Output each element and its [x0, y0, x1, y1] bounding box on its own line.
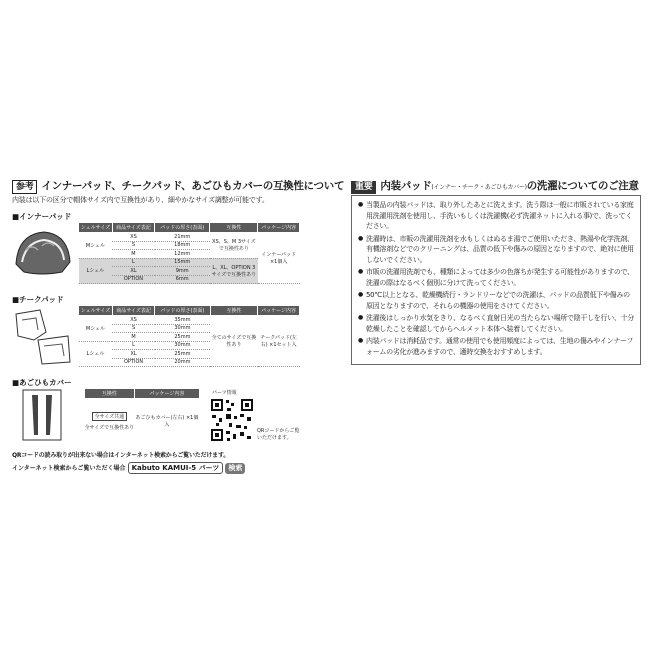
note-item: ● 洗濯後はしっかり水気をきり、なるべく直射日光の当たらない場所で陰干しを行い、十分乾燥したことを確認してからヘルメット本体へ装着してください。 — [358, 313, 636, 334]
washing-notes-box — [351, 195, 641, 365]
search-label: インターネット検索からご覧いただく場合 — [12, 465, 126, 472]
all-size-badge: 全サイズ共通 — [92, 412, 128, 421]
left-section-title: 参考 インナーパッド、チークパッド、あごひもカバーの互換性について — [12, 178, 344, 194]
search-button[interactable]: 検索 — [225, 463, 245, 474]
note-item: ● 市販の洗濯用洗剤でも、種類によっては多少の色落ちが発生する可能性がありますので、洗濯の際はなるべく個別に分けて洗ってください。 — [358, 267, 636, 288]
chin-cover-table: 互換性 パッケージ内容 全サイズ共通 全サイズで互換性あり あごひもカバー(左右) ×1個入 — [84, 388, 200, 443]
cheek-pad-heading: ■チークパッド — [12, 295, 64, 304]
search-row — [12, 462, 245, 474]
cheek-pad-image — [12, 306, 74, 368]
search-query-box[interactable]: Kabuto KAMUI-5 パーツ — [128, 462, 224, 474]
chin-cover-image — [22, 389, 62, 441]
qr-caption: QRコードからご覧いただけます。 — [257, 428, 300, 441]
reference-tag: 参考 — [12, 180, 37, 194]
parts-info-label: パーツ情報 — [212, 390, 237, 396]
inner-pad-heading: ■インナーパッド — [12, 212, 72, 221]
important-tag: 重要 — [351, 181, 376, 194]
chin-cover-heading: ■あごひもカバー — [12, 378, 72, 387]
cheek-pad-table: シェルサイズ 商品サイズ表記 パッドの厚さ(表面) 互換性 パッケージ内容 Mシェル XS 35mm 全てのサイズで互換性あり チークパッド(左右) ×1セット入 S 30mm M 25mm Lシェル L 30mm XL 25mm OPTION 20mm — [78, 305, 300, 367]
right-section-title: 重要 内装パッド(インナー・チーク・あごひもカバー)の洗濯についてのご注意 — [351, 178, 639, 194]
note-item: ● 洗濯時は、市販の洗濯用洗剤を水もしくはぬるま湯でご使用いただき、熱湯や化学洗剤、有機溶剤などでのクリーニングは、品質の低下や傷みの原因となりますので、絶対に使用しないでください。 — [358, 234, 636, 266]
inner-pad-table: シェルサイズ 商品サイズ表記 パッドの厚さ(表面) 互換性 パッケージ内容 Mシェル XS 21mm XS、S、M 3サイズで互換性あり インナーパッド ×1個入 S 18mm M 12mm Lシェル L 15mm L、XL、OPTION 3サイズで互換性あり XL 9mm OPTION 6mm — [78, 222, 300, 284]
qr-code[interactable] — [210, 398, 254, 442]
washing-notes-list — [358, 200, 636, 357]
note-item: ● 50℃以上となる、乾燥機続行・ランドリーなどでの洗濯は、パッドの品質低下や傷みの原因となりますので、それらの機器の使用をさけてください。 — [358, 290, 636, 311]
inner-pad-image — [12, 224, 72, 280]
note-item: ● 当製品の内装パッドは、取り外したあとに洗えます。洗う際は一般に市販されている家庭用洗濯用洗剤を使用し、手洗いもしくは洗濯機(必ず洗濯ネットに入れる事)で、洗ってください。 — [358, 200, 636, 232]
qr-note: QRコードの読み取りが出来ない場合はインターネット検索からご覧いただけます。 — [12, 452, 230, 459]
note-item: ● 内装パッドは消耗品です。通常の使用でも使用頻度によっては、生地の傷みやインナーフォームの劣化が進みますので、適時交換をおすすめします。 — [358, 336, 636, 357]
intro-text: 内装は以下の区分で帽体サイズ内で互換性があり、細やかなサイズ調整が可能です。 — [12, 196, 269, 204]
